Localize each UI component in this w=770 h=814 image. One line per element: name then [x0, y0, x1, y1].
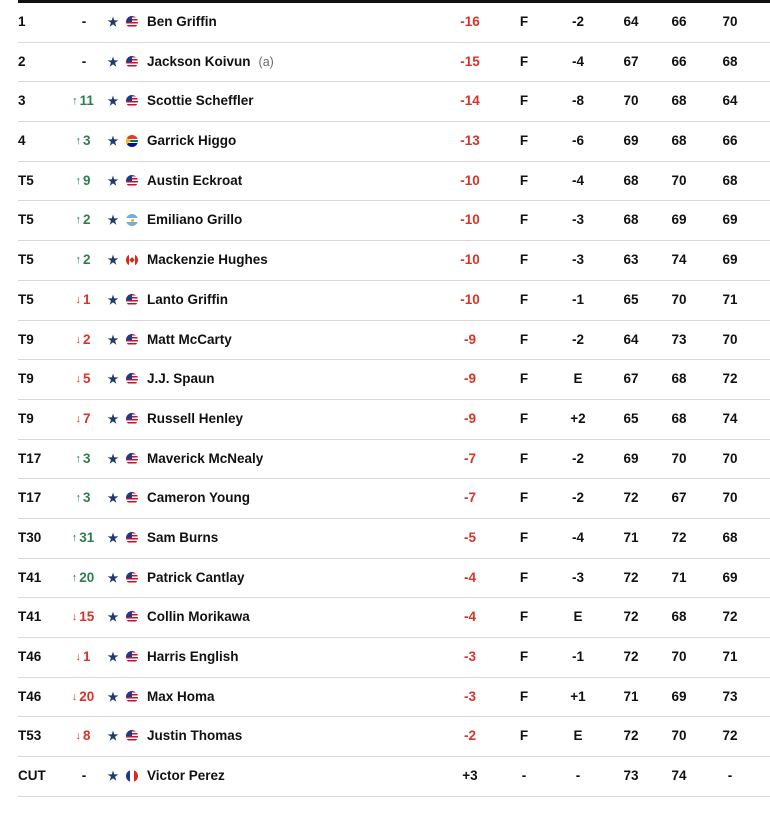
today-score: +1	[570, 688, 586, 704]
round-1-score: 65	[623, 410, 639, 426]
movement-value: 8	[82, 728, 91, 744]
round-1-score: 65	[623, 291, 639, 307]
position-movement	[58, 479, 108, 518]
favorite-star-icon[interactable]: ★	[107, 332, 119, 347]
round-2-score: 69	[671, 688, 687, 704]
total-score: -10	[460, 291, 480, 307]
player-name-text[interactable]: Maverick McNealy	[147, 450, 264, 466]
player-name[interactable]	[147, 241, 276, 280]
position-movement	[58, 162, 108, 201]
movement-arrow-icon: ↑	[75, 174, 81, 187]
player-name-text[interactable]: Patrick Cantlay	[147, 569, 245, 585]
round-3-score: 70	[722, 331, 738, 347]
position-movement	[58, 321, 108, 360]
round-3-score: 68	[722, 53, 738, 69]
player-row[interactable]	[18, 678, 770, 718]
usa-flag-icon	[126, 691, 138, 703]
position: T17	[18, 490, 42, 506]
position-movement	[58, 678, 108, 717]
round-2-score: 66	[671, 53, 687, 69]
favorite-star-icon[interactable]: ★	[107, 610, 119, 625]
movement-arrow-icon: ↓	[71, 690, 78, 703]
player-row[interactable]	[18, 241, 770, 281]
total-score: -3	[463, 649, 476, 664]
round-2-score: 69	[671, 212, 687, 228]
favorite-star-icon[interactable]: ★	[107, 372, 119, 387]
usa-flag-icon	[126, 16, 138, 28]
thru: F	[519, 53, 529, 69]
thru: F	[519, 688, 529, 704]
player-name-text[interactable]: Collin Morikawa	[147, 609, 250, 625]
round-2-score: 73	[671, 331, 687, 347]
position: CUT	[18, 768, 46, 784]
today-score: -2	[571, 490, 584, 506]
round-3-score: 69	[722, 252, 738, 268]
movement-value: 9	[82, 172, 91, 188]
player-name[interactable]	[147, 598, 258, 637]
position-movement	[58, 440, 108, 479]
total-score: -2	[463, 728, 476, 744]
movement-value: -	[81, 768, 87, 784]
today-score: -8	[571, 93, 584, 109]
usa-flag-icon	[126, 611, 138, 623]
position: T30	[18, 529, 42, 545]
movement-arrow-icon: ↓	[75, 412, 81, 425]
position-movement	[58, 598, 108, 637]
position: T41	[18, 609, 42, 625]
total-score: -10	[460, 252, 480, 268]
round-2-score: 70	[671, 728, 687, 744]
thru: F	[519, 728, 529, 744]
total-score: -16	[460, 14, 480, 29]
movement-arrow-icon: ↑	[71, 571, 78, 584]
player-row[interactable]	[18, 598, 770, 638]
player-name[interactable]	[147, 201, 250, 240]
movement-value: 3	[82, 490, 91, 506]
position: T5	[18, 291, 34, 307]
round-2-score: 71	[671, 569, 687, 585]
player-row[interactable]	[18, 559, 770, 599]
thru: F	[519, 172, 529, 188]
round-1-score: 72	[623, 490, 639, 506]
player-row[interactable]	[18, 638, 770, 678]
favorite-star-icon[interactable]: ★	[107, 689, 119, 704]
position-movement	[58, 360, 108, 399]
today-score: -6	[571, 133, 584, 149]
player-name[interactable]	[147, 82, 262, 121]
movement-arrow-icon: ↓	[75, 730, 81, 743]
movement-arrow-icon: ↓	[75, 651, 81, 663]
player-name-text[interactable]: Austin Eckroat	[147, 172, 243, 188]
round-1-score: 72	[623, 609, 639, 625]
player-row[interactable]	[18, 440, 770, 480]
total-score: -9	[463, 331, 476, 347]
player-name[interactable]	[147, 281, 236, 320]
movement-arrow-icon: ↑	[75, 214, 81, 227]
player-name-text[interactable]: Cameron Young	[147, 490, 251, 506]
position-movement	[58, 241, 108, 280]
player-name-text[interactable]: Scottie Scheffler	[147, 93, 254, 109]
movement-value: 2	[82, 252, 91, 268]
favorite-star-icon[interactable]: ★	[107, 729, 119, 744]
today-score: -3	[571, 569, 584, 585]
usa-flag-icon	[126, 572, 138, 584]
position-movement	[58, 3, 108, 42]
round-3-score: 70	[722, 490, 738, 506]
round-1-score: 69	[623, 450, 639, 466]
thru: F	[519, 529, 529, 545]
round-3-score: 68	[722, 529, 738, 545]
player-name-text[interactable]: Sam Burns	[147, 529, 219, 545]
favorite-star-icon[interactable]: ★	[107, 451, 119, 466]
position: T41	[18, 569, 42, 585]
round-1-score: 64	[623, 331, 639, 347]
movement-arrow-icon: ↑	[75, 254, 81, 267]
round-1-score: 64	[623, 14, 639, 29]
favorite-star-icon[interactable]: ★	[107, 54, 119, 69]
round-1-score: 71	[623, 529, 639, 545]
player-name[interactable]	[147, 559, 253, 598]
movement-value: 15	[79, 609, 95, 625]
player-row[interactable]	[18, 201, 770, 241]
player-name[interactable]	[147, 321, 240, 360]
total-score: -9	[463, 371, 476, 387]
player-name[interactable]	[147, 479, 258, 518]
player-row[interactable]	[18, 519, 770, 559]
player-row[interactable]	[18, 281, 770, 321]
player-row[interactable]	[18, 479, 770, 519]
favorite-star-icon[interactable]: ★	[107, 491, 119, 506]
usa-flag-icon	[126, 373, 138, 385]
total-score: -7	[463, 450, 476, 466]
player-name-text[interactable]: Emiliano Grillo	[147, 212, 243, 228]
player-name[interactable]	[147, 678, 223, 717]
total-score: -15	[460, 53, 480, 69]
thru: F	[519, 133, 529, 149]
movement-value: 2	[82, 331, 91, 347]
player-row[interactable]	[18, 757, 770, 797]
today-score: -1	[571, 291, 584, 307]
favorite-star-icon[interactable]: ★	[107, 650, 119, 664]
round-3-score: 70	[722, 450, 738, 466]
round-2-score: 72	[671, 529, 687, 545]
position-movement	[58, 717, 108, 756]
favorite-star-icon[interactable]: ★	[107, 213, 119, 228]
player-name-text[interactable]: J.J. Spaun	[147, 371, 215, 387]
position: 2	[18, 53, 26, 69]
usa-flag-icon	[126, 492, 138, 504]
argentina-flag-icon	[126, 214, 138, 226]
round-1-score: 72	[623, 728, 639, 744]
movement-value: 5	[82, 371, 91, 387]
position-movement	[58, 281, 108, 320]
thru: F	[519, 212, 529, 228]
movement-value: 1	[82, 291, 91, 307]
total-score: -9	[463, 410, 476, 426]
movement-arrow-icon: ↓	[75, 373, 81, 386]
round-1-score: 68	[623, 212, 639, 228]
position: 3	[18, 93, 26, 109]
round-2-score: 74	[671, 768, 687, 784]
total-score: -5	[463, 529, 476, 545]
round-3-score: -	[727, 768, 733, 784]
round-2-score: 68	[671, 609, 687, 625]
player-name-text[interactable]: Mackenzie Hughes	[147, 252, 268, 268]
today-score: E	[573, 609, 583, 625]
movement-value: -	[81, 14, 87, 29]
position: T9	[18, 410, 34, 426]
movement-value: 3	[82, 450, 91, 466]
movement-value: 20	[79, 569, 95, 585]
player-row[interactable]	[18, 162, 770, 202]
today-score: -4	[571, 53, 584, 69]
player-name[interactable]	[147, 162, 250, 201]
round-2-score: 70	[671, 172, 687, 188]
round-1-score: 68	[623, 172, 639, 188]
total-score: -7	[463, 490, 476, 506]
player-name[interactable]	[147, 717, 250, 756]
south-africa-flag-icon	[126, 135, 138, 147]
leaderboard-table	[18, 3, 770, 797]
round-1-score: 72	[623, 569, 639, 585]
total-score: -4	[463, 609, 476, 625]
today-score: E	[573, 371, 583, 387]
round-2-score: 68	[671, 410, 687, 426]
canada-flag-icon	[126, 254, 138, 266]
total-score: -3	[463, 688, 476, 704]
favorite-star-icon[interactable]: ★	[107, 411, 119, 426]
movement-value: 3	[82, 133, 91, 149]
today-score: -1	[571, 649, 584, 664]
player-row[interactable]	[18, 717, 770, 757]
thru: F	[519, 371, 529, 387]
favorite-star-icon[interactable]: ★	[107, 173, 119, 188]
round-3-score: 73	[722, 688, 738, 704]
movement-value: 20	[79, 688, 95, 704]
today-score: -3	[571, 252, 584, 268]
position: T9	[18, 371, 34, 387]
thru: F	[519, 14, 529, 29]
round-1-score: 70	[623, 93, 639, 109]
thru: F	[519, 450, 529, 466]
player-row[interactable]	[18, 122, 770, 162]
movement-arrow-icon: ↑	[71, 531, 78, 544]
position: T9	[18, 331, 34, 347]
round-2-score: 66	[671, 14, 687, 29]
player-name[interactable]	[147, 43, 274, 82]
position: T46	[18, 688, 42, 704]
movement-arrow-icon: ↑	[75, 135, 81, 148]
movement-arrow-icon: ↑	[75, 452, 81, 465]
usa-flag-icon	[126, 294, 138, 306]
usa-flag-icon	[126, 56, 138, 68]
round-3-score: 70	[722, 14, 738, 29]
total-score: -14	[460, 93, 480, 109]
today-score: -2	[571, 450, 584, 466]
player-name[interactable]	[147, 638, 247, 677]
player-name[interactable]	[147, 519, 226, 558]
favorite-star-icon[interactable]: ★	[107, 292, 119, 307]
position-movement	[58, 559, 108, 598]
round-2-score: 68	[671, 133, 687, 149]
favorite-star-icon[interactable]: ★	[107, 134, 119, 149]
today-score: -4	[571, 172, 584, 188]
position: T17	[18, 450, 42, 466]
round-1-score: 63	[623, 252, 639, 268]
thru: F	[519, 331, 529, 347]
position-movement	[58, 400, 108, 439]
position-movement	[58, 638, 108, 677]
round-1-score: 71	[623, 688, 639, 704]
position: T46	[18, 649, 42, 664]
favorite-star-icon[interactable]: ★	[107, 253, 119, 268]
movement-value: 31	[79, 529, 95, 545]
round-3-score: 68	[722, 172, 738, 188]
position: T5	[18, 252, 34, 268]
round-1-score: 72	[623, 649, 639, 664]
thru: F	[519, 252, 529, 268]
movement-arrow-icon: ↓	[75, 333, 81, 346]
position-movement	[58, 201, 108, 240]
favorite-star-icon[interactable]: ★	[107, 94, 119, 109]
player-name[interactable]	[147, 122, 244, 161]
usa-flag-icon	[126, 413, 138, 425]
movement-value: 7	[82, 410, 91, 426]
round-3-score: 74	[722, 410, 738, 426]
round-1-score: 69	[623, 133, 639, 149]
round-2-score: 68	[671, 371, 687, 387]
position: T5	[18, 172, 34, 188]
round-2-score: 67	[671, 490, 687, 506]
today-score: +2	[570, 410, 586, 426]
player-name-text[interactable]: Ben Griffin	[147, 14, 217, 29]
total-score: -4	[463, 569, 476, 585]
player-row[interactable]	[18, 43, 770, 83]
today-score: -2	[571, 331, 584, 347]
position: 1	[18, 14, 26, 29]
today-score: -2	[571, 14, 584, 29]
round-2-score: 68	[671, 93, 687, 109]
player-name-text[interactable]: Max Homa	[147, 688, 215, 704]
player-row[interactable]	[18, 82, 770, 122]
france-flag-icon	[126, 770, 138, 782]
thru: F	[519, 569, 529, 585]
position-movement	[58, 519, 108, 558]
player-row[interactable]	[18, 400, 770, 440]
usa-flag-icon	[126, 334, 138, 346]
thru: -	[521, 768, 527, 784]
player-name-text[interactable]: Garrick Higgo	[147, 133, 237, 149]
movement-value: 1	[82, 649, 91, 664]
round-3-score: 72	[722, 728, 738, 744]
round-2-score: 74	[671, 252, 687, 268]
player-row[interactable]	[18, 3, 770, 43]
position: T53	[18, 728, 42, 744]
player-name-text[interactable]: Victor Perez	[147, 768, 225, 784]
thru: F	[519, 410, 529, 426]
player-name[interactable]	[147, 757, 233, 796]
round-2-score: 70	[671, 649, 687, 664]
position-movement	[58, 43, 108, 82]
movement-arrow-icon: ↓	[71, 611, 78, 624]
player-name[interactable]	[147, 440, 271, 479]
player-name[interactable]	[147, 400, 251, 439]
thru: F	[519, 649, 529, 664]
amateur-badge: (a)	[258, 54, 274, 69]
position: T5	[18, 212, 34, 228]
round-3-score: 69	[722, 212, 738, 228]
usa-flag-icon	[126, 453, 138, 465]
round-1-score: 67	[623, 53, 639, 69]
player-name[interactable]	[147, 360, 223, 399]
round-3-score: 69	[722, 569, 738, 585]
round-2-score: 70	[671, 450, 687, 466]
round-3-score: 71	[722, 291, 738, 307]
thru: F	[519, 609, 529, 625]
round-1-score: 73	[623, 768, 639, 784]
round-3-score: 66	[722, 133, 738, 149]
player-name-text[interactable]: Jackson Koivun	[147, 53, 251, 69]
usa-flag-icon	[126, 651, 138, 663]
total-score: -10	[460, 172, 480, 188]
total-score: -13	[460, 133, 480, 149]
movement-arrow-icon: ↑	[72, 95, 78, 108]
total-score: -10	[460, 212, 480, 228]
player-row[interactable]	[18, 321, 770, 361]
today-score: -	[575, 768, 581, 784]
round-3-score: 72	[722, 371, 738, 387]
position-movement	[58, 757, 108, 796]
player-name-text[interactable]: Matt McCarty	[147, 331, 232, 347]
thru: F	[519, 93, 529, 109]
round-3-score: 71	[722, 649, 738, 664]
usa-flag-icon	[126, 95, 138, 107]
favorite-star-icon[interactable]: ★	[107, 769, 119, 784]
movement-value: 11	[79, 93, 94, 109]
player-name-text[interactable]: Harris English	[147, 649, 239, 664]
movement-arrow-icon: ↑	[75, 492, 81, 505]
round-3-score: 72	[722, 609, 738, 625]
movement-value: -	[81, 53, 87, 69]
position-movement	[58, 82, 108, 121]
favorite-star-icon[interactable]: ★	[107, 530, 119, 545]
thru: F	[519, 490, 529, 506]
player-row[interactable]	[18, 360, 770, 400]
usa-flag-icon	[126, 730, 138, 742]
position-movement	[58, 122, 108, 161]
movement-arrow-icon: ↓	[75, 293, 81, 306]
player-name[interactable]	[147, 3, 225, 42]
today-score: -3	[571, 212, 584, 228]
today-score: -4	[571, 529, 584, 545]
player-name-text[interactable]: Russell Henley	[147, 410, 244, 426]
movement-value: 2	[82, 212, 91, 228]
favorite-star-icon[interactable]: ★	[107, 570, 119, 585]
usa-flag-icon	[126, 532, 138, 544]
round-3-score: 64	[722, 93, 738, 109]
usa-flag-icon	[126, 175, 138, 187]
round-1-score: 67	[623, 371, 639, 387]
player-name-text[interactable]: Justin Thomas	[147, 728, 243, 744]
thru: F	[519, 291, 529, 307]
total-score: +3	[462, 768, 478, 784]
position: 4	[18, 133, 26, 149]
round-2-score: 70	[671, 291, 687, 307]
today-score: E	[573, 728, 583, 744]
player-name-text[interactable]: Lanto Griffin	[147, 291, 228, 307]
favorite-star-icon[interactable]: ★	[107, 15, 119, 29]
